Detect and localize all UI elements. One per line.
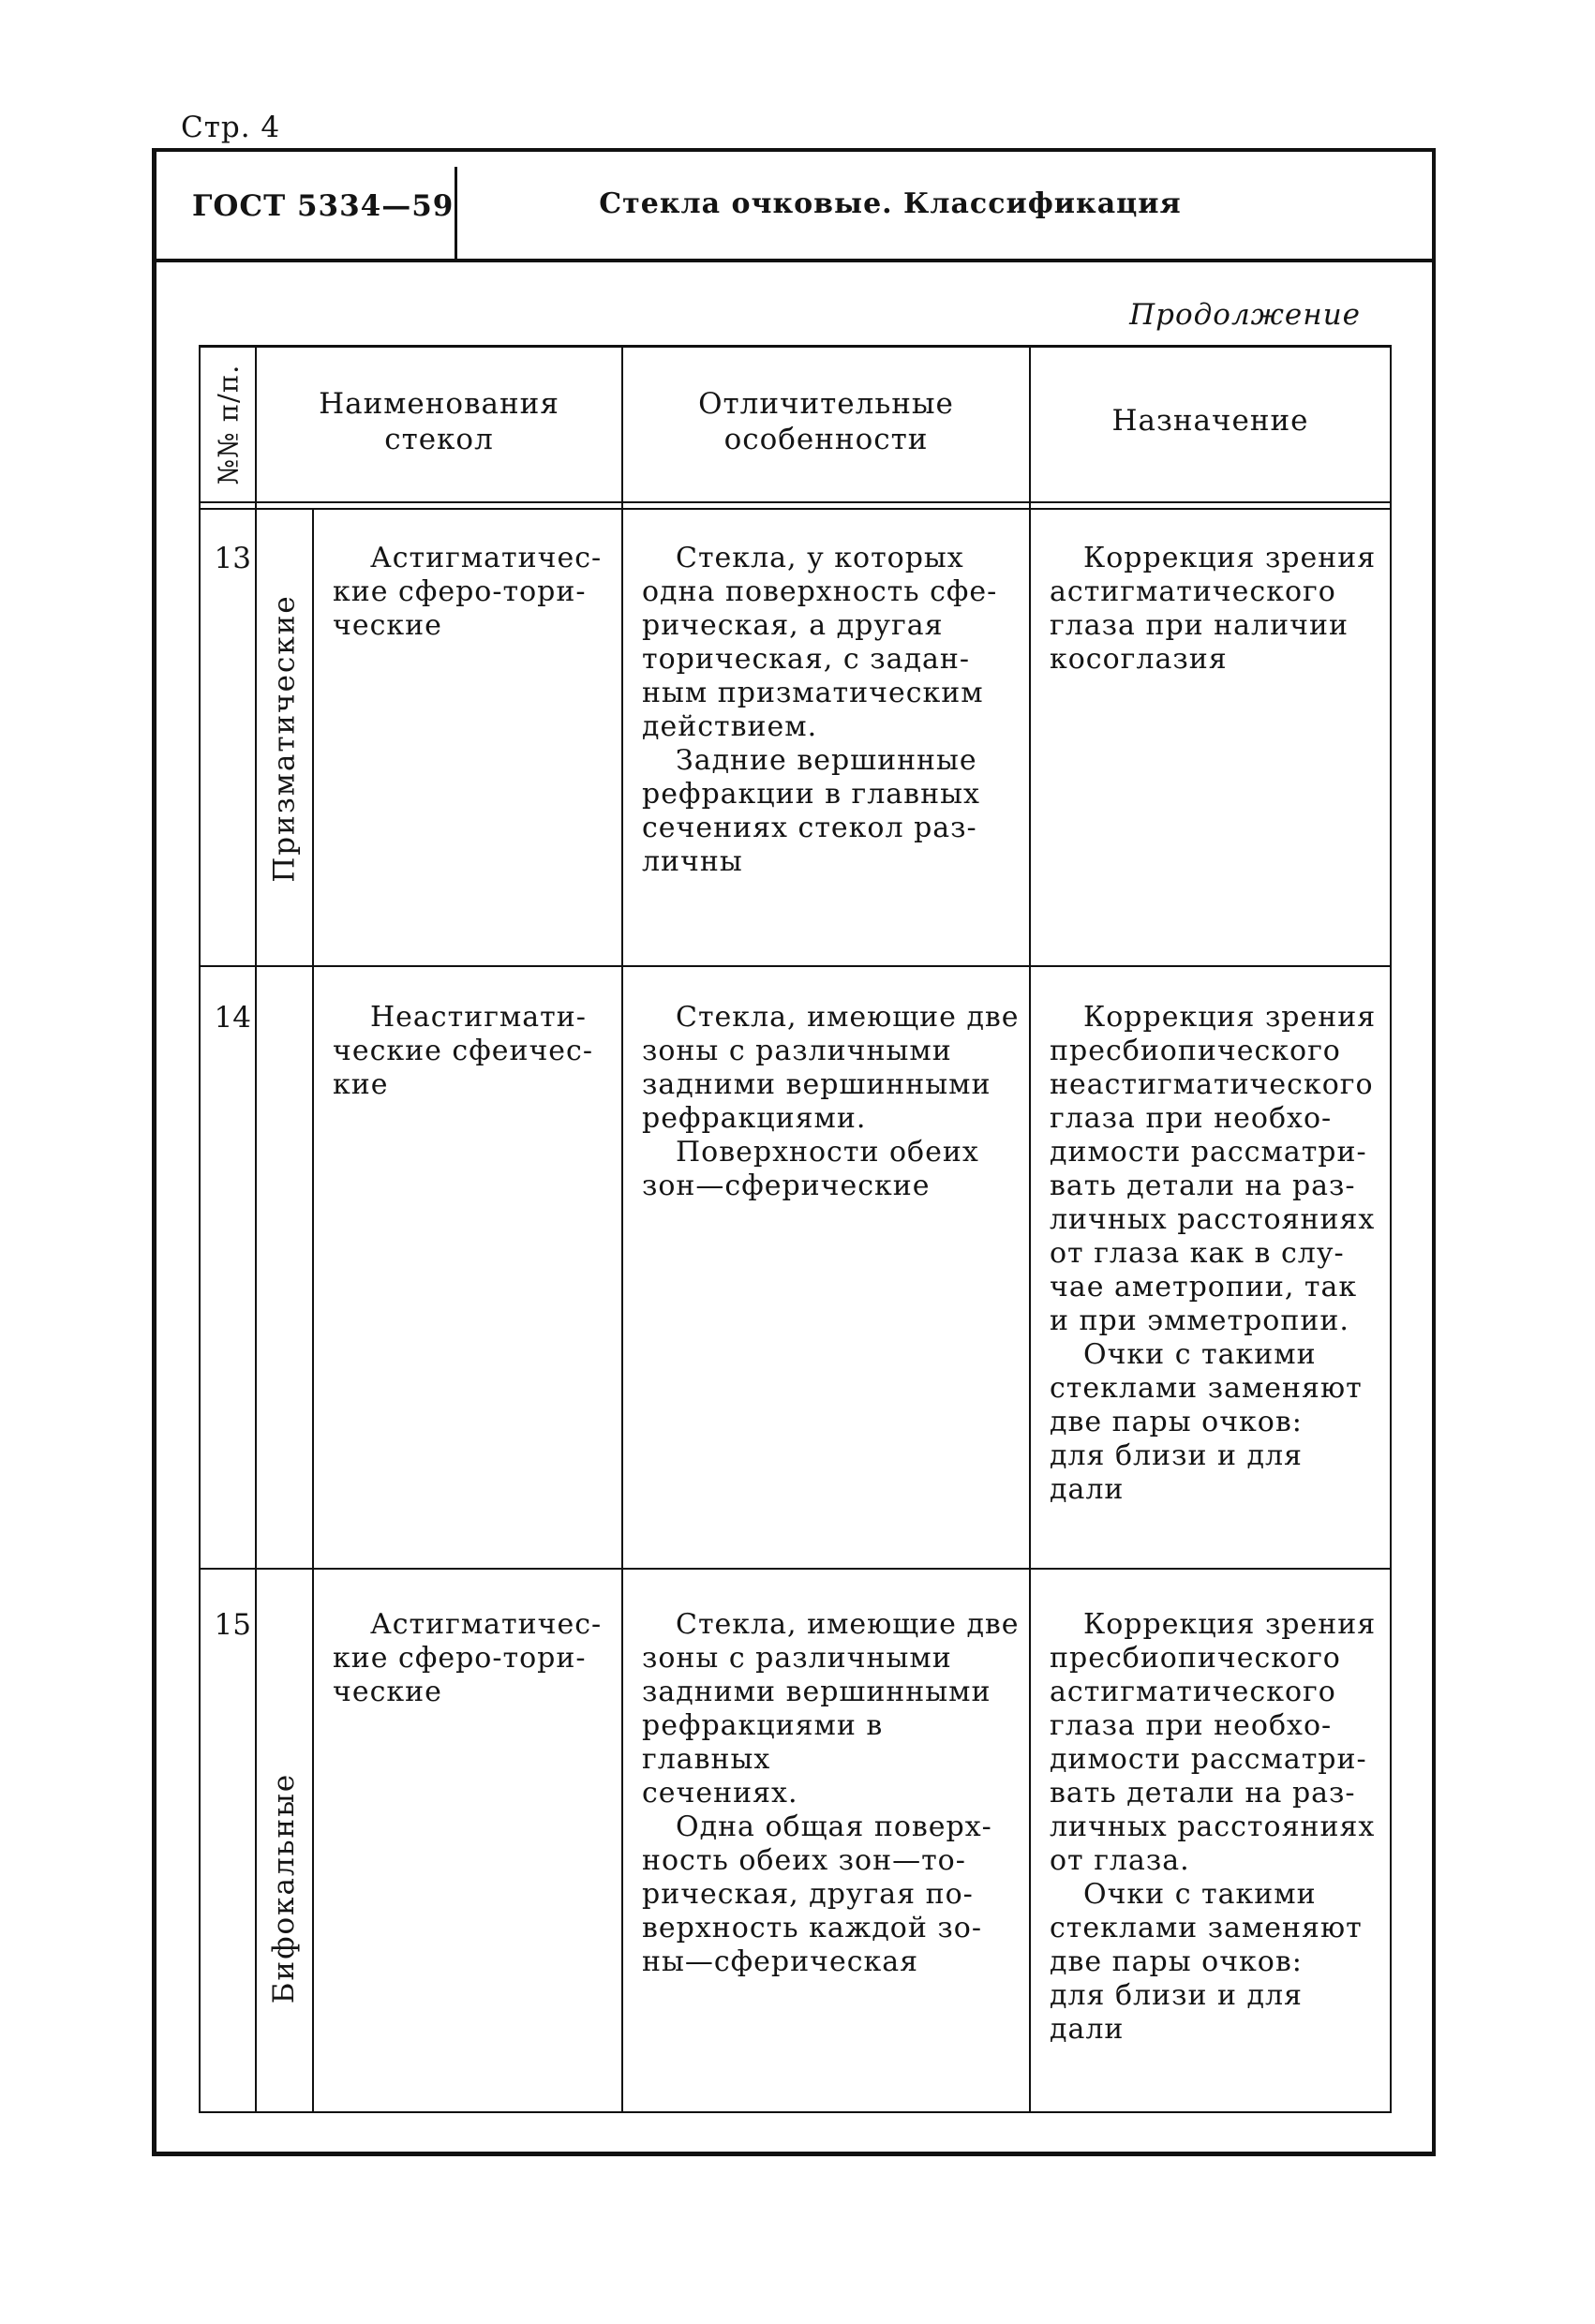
purpose-line: Коррекция зрения: [1083, 1608, 1377, 1641]
purpose-line: стеклами заменяют: [1050, 1372, 1363, 1405]
header-name-line: стекол: [384, 423, 494, 456]
continuation-label: Продолжение: [1129, 298, 1361, 332]
feature-line: Стекла, имеющие две: [676, 1001, 1020, 1034]
purpose-line: пресбиопического: [1050, 1035, 1341, 1067]
table-top-line: [199, 345, 1392, 348]
name-line: кие сферо-тори-: [333, 1642, 587, 1675]
purpose-line: две пары очков:: [1050, 1406, 1303, 1438]
col-line-right: [1390, 345, 1392, 2113]
group-prismatic-cell: [257, 512, 312, 965]
feature-line: Поверхности обеих: [676, 1136, 979, 1169]
feature-line: ным призматическим: [642, 677, 984, 709]
purpose-line: косоглазия: [1050, 643, 1228, 676]
feature-line: ность обеих зон—то-: [642, 1844, 966, 1877]
feature-line: рефракции в главных: [642, 778, 980, 811]
feature-line: Стекла, имеющие две: [676, 1608, 1020, 1641]
purpose-line: дали: [1050, 1473, 1125, 1506]
document-title: Стекла очковые. Классификация: [599, 187, 1182, 220]
purpose-line: личных расстояниях: [1050, 1203, 1376, 1236]
feature-line: зоны с различными: [642, 1642, 952, 1675]
purpose-line: стеклами заменяют: [1050, 1912, 1363, 1944]
header-name: [257, 386, 621, 457]
row-14-features: [642, 1001, 1021, 1203]
group-bifocal-cell: [257, 967, 312, 2111]
purpose-line: Коррекция зрения: [1083, 1001, 1377, 1034]
feature-line: рефракциями в главных: [642, 1709, 884, 1776]
feature-line: личны: [642, 845, 743, 878]
header-name-line: Наименования: [319, 387, 559, 421]
purpose-line: две пары очков:: [1050, 1945, 1303, 1978]
name-line: кие сферо-тори-: [333, 575, 587, 608]
purpose-line: неастигматического: [1050, 1068, 1374, 1101]
purpose-line: Очки с такими: [1083, 1338, 1317, 1371]
feature-line: сечениях стекол раз-: [642, 812, 977, 844]
feature-line: зон—сферические: [642, 1169, 931, 1202]
purpose-line: астигматического: [1050, 575, 1336, 608]
header-features: [623, 386, 1029, 457]
header-divider: [455, 167, 457, 261]
purpose-line: и при эмметропии.: [1050, 1304, 1349, 1337]
row-number: 15: [214, 1608, 251, 1642]
group-prismatic: Призматические: [267, 594, 302, 883]
feature-line: рическая, а другая: [642, 609, 944, 642]
purpose-line: пресбиопического: [1050, 1642, 1341, 1675]
col-line-name: [621, 345, 623, 2113]
purpose-line: вать детали на раз-: [1050, 1169, 1356, 1202]
header-purpose: Назначение: [1111, 404, 1309, 438]
row-number: 13: [214, 542, 251, 575]
purpose-line: глаза при наличии: [1050, 609, 1349, 642]
purpose-line: глаза при необхо-: [1050, 1709, 1333, 1742]
col-line-features: [1029, 345, 1031, 2113]
purpose-line: глаза при необхо-: [1050, 1102, 1333, 1135]
purpose-line: для близи и для: [1050, 1979, 1303, 2012]
header-bottom-line: [152, 259, 1436, 262]
col-line-left: [199, 345, 201, 2113]
feature-line: рефракциями.: [642, 1102, 867, 1135]
purpose-line: астигматического: [1050, 1676, 1336, 1708]
purpose-line: Очки с такими: [1083, 1878, 1317, 1911]
row-13-purpose: [1050, 542, 1387, 677]
row-15-name: [333, 1608, 614, 1709]
feature-line: сечениях.: [642, 1777, 798, 1810]
row-14-purpose: [1050, 1001, 1387, 1507]
purpose-line: личных расстояниях: [1050, 1810, 1376, 1843]
table-header-line-2: [199, 508, 1392, 510]
feature-line: действием.: [642, 710, 818, 743]
name-line: Неастигмати-: [370, 1001, 587, 1034]
feature-line: задними вершинными: [642, 1676, 991, 1708]
purpose-line: вать детали на раз-: [1050, 1777, 1356, 1810]
purpose-line: от глаза как в слу-: [1050, 1237, 1345, 1270]
header-features-line: Отличительные: [698, 387, 954, 421]
row-13-name: [333, 542, 614, 643]
feature-line: рическая, другая по-: [642, 1878, 974, 1911]
feature-line: зоны с различными: [642, 1035, 952, 1067]
purpose-line: от глаза.: [1050, 1844, 1190, 1877]
name-line: ческие сфеичес-: [333, 1035, 593, 1067]
feature-line: задними вершинными: [642, 1068, 991, 1101]
row-15-features: [642, 1608, 1021, 1979]
purpose-line: димости рассматри-: [1050, 1136, 1367, 1169]
feature-line: верхность каждой зо-: [642, 1912, 982, 1944]
feature-line: Задние вершинные: [676, 744, 977, 777]
row-number: 14: [214, 1001, 251, 1035]
row-14-name: [333, 1001, 614, 1102]
feature-line: Одна общая поверх-: [676, 1810, 992, 1843]
header-num-cell: [201, 348, 255, 501]
name-line: ческие: [333, 609, 442, 642]
row-divider-13: [199, 965, 1392, 967]
frame-bottom-line: [152, 2152, 1436, 2156]
gost-number: ГОСТ 5334—59: [192, 189, 455, 223]
name-line: кие: [333, 1068, 389, 1101]
feature-line: одна поверхность сфе-: [642, 575, 998, 608]
purpose-line: Коррекция зрения: [1083, 542, 1377, 574]
table-header-line-1: [199, 501, 1392, 503]
feature-line: Стекла, у которых: [676, 542, 964, 574]
group-bifocal: Бифокальные: [267, 1772, 302, 2004]
col-line-group: [312, 510, 314, 2113]
row-15-purpose: [1050, 1608, 1387, 2047]
row-divider-14: [199, 1568, 1392, 1570]
frame-top-line: [152, 148, 1436, 152]
name-line: Астигматичес-: [370, 1608, 603, 1641]
purpose-line: дали: [1050, 2013, 1125, 2046]
row-13-features: [642, 542, 1021, 879]
header-features-line: особенности: [723, 423, 929, 456]
feature-line: торическая, с задан-: [642, 643, 970, 676]
name-line: ческие: [333, 1676, 442, 1708]
purpose-line: для близи и для: [1050, 1439, 1303, 1472]
table-bottom-line: [199, 2111, 1392, 2113]
feature-line: ны—сферическая: [642, 1945, 919, 1978]
name-line: Астигматичес-: [370, 542, 603, 574]
purpose-line: чае аметропии, так: [1050, 1271, 1358, 1304]
page-number: Стр. 4: [181, 111, 281, 144]
purpose-line: димости рассматри-: [1050, 1743, 1367, 1776]
header-num: №№ п/п.: [212, 364, 244, 485]
